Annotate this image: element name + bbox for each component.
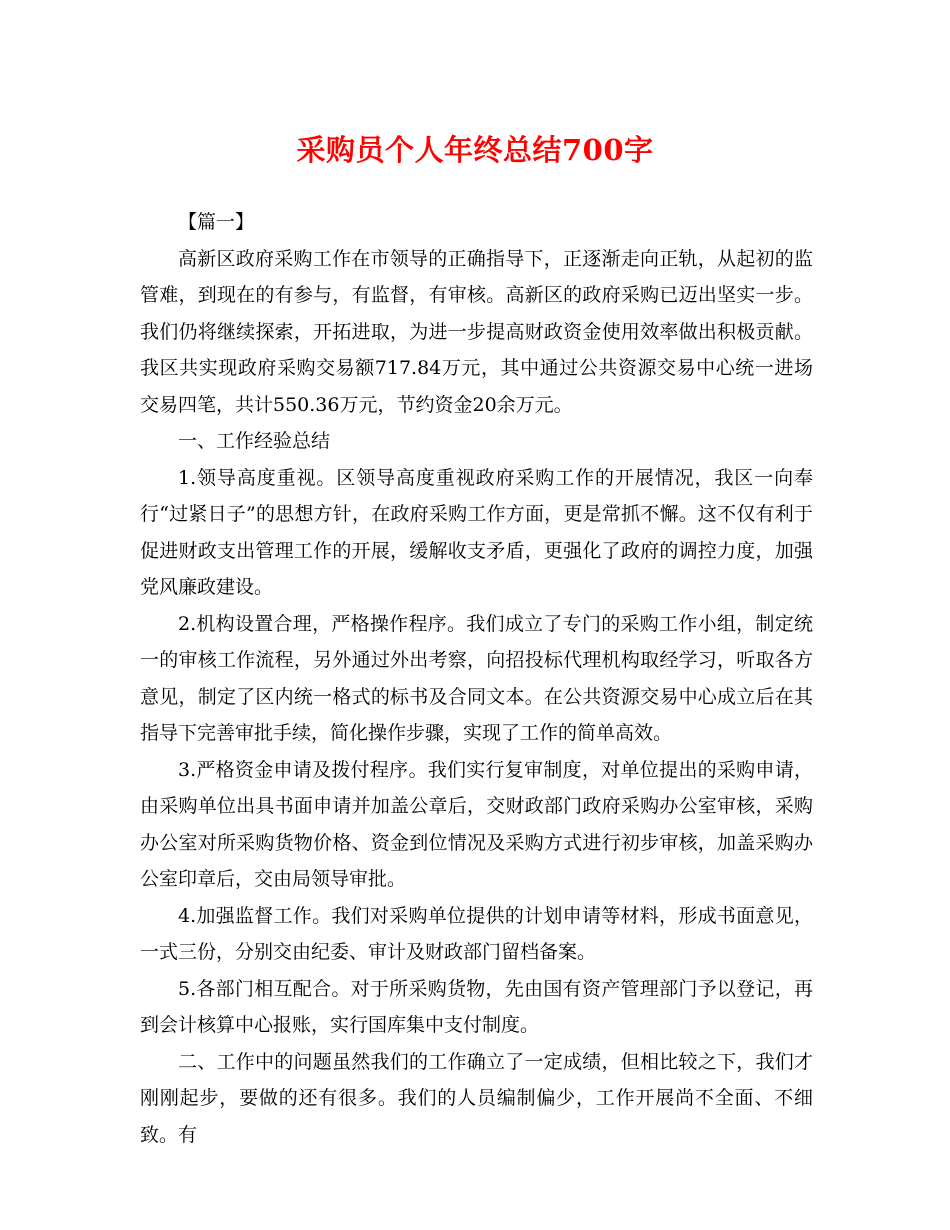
paragraph-intro: 高新区政府采购工作在市领导的正确指导下，正逐渐走向正轨，从起初的监管难，到现在的有参与，有监督，有审核。高新区的政府采购已迈出坚实一步。我们仍将继续探索，开拓进取，为进一步提高财政资金使用效率做出积极贡献。我区共实现政府采购交易额717.84万元，其中通过公共资源交易中心统一进场交易四笔，共计550.36万元，节约资金20余万元。 [140, 247, 813, 416]
section-label: 【篇一】 [178, 211, 255, 233]
paragraph-problems: 二、工作中的问题虽然我们的工作确立了一定成绩，但相比较之下，我们才刚刚起步，要做的还有很多。我们的人员编制偏少，工作开展尚不全面、不细致。有 [140, 1050, 813, 1146]
paragraph-item-5: 5.各部门相互配合。对于所采购货物，先由国有资产管理部门予以登记，再到会计核算中心报账，实行国库集中支付制度。 [140, 977, 813, 1036]
heading-work-experience: 一、工作经验总结 [178, 430, 331, 452]
paragraph-item-4: 4.加强监督工作。我们对采购单位提供的计划申请等材料，形成书面意见，一式三份，分别交由纪委、审计及财政部门留档备案。 [140, 904, 813, 963]
paragraph-item-1: 1.领导高度重视。区领导高度重视政府采购工作的开展情况，我区一向奉行“过紧日子”的思想方针，在政府采购工作方面，更是常抓不懈。这不仅有利于促进财政支出管理工作的开展，缓解收支矛盾，更强化了政府的调控力度，加强党风廉政建设。 [140, 466, 813, 598]
paragraph-item-3: 3.严格资金申请及拨付程序。我们实行复审制度，对单位提出的采购申请，由采购单位出具书面申请并加盖公章后，交财政部门政府采购办公室审核，采购办公室对所采购货物价格、资金到位情况及采购方式进行初步审核，加盖采购办公室印章后，交由局领导审批。 [140, 758, 813, 890]
document-title: 采购员个人年终总结700字 [296, 133, 654, 167]
document-body [140, 204, 813, 1153]
paragraph-item-2: 2.机构设置合理，严格操作程序。我们成立了专门的采购工作小组，制定统一的审核工作流程，另外通过外出考察，向招投标代理机构取经学习，听取各方意见，制定了区内统一格式的标书及合同文本。在公共资源交易中心成立后在其指导下完善审批手续，简化操作步骤，实现了工作的简单高效。 [140, 612, 813, 744]
